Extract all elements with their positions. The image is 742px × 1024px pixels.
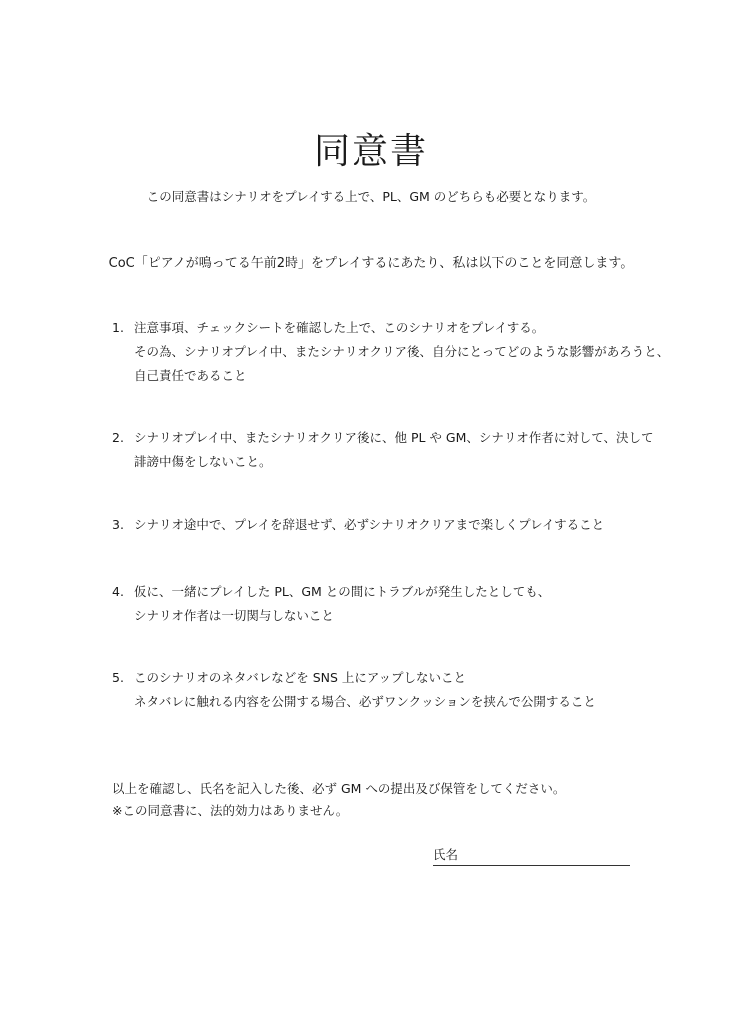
agreement-item-2 bbox=[112, 426, 672, 474]
item-number: 5. bbox=[112, 670, 124, 685]
item-line: 仮に、一緒にプレイした PL、GM との間にトラブルが発生したとしても、 bbox=[134, 584, 551, 599]
agreement-item-3 bbox=[112, 513, 672, 537]
item-line: 自己責任であること bbox=[134, 368, 247, 383]
item-number: 4. bbox=[112, 584, 124, 599]
document-title: 同意書 bbox=[313, 131, 428, 172]
legal-disclaimer: ※この同意書に、法的効力はありません。 bbox=[112, 803, 349, 818]
item-line: シナリオ作者は一切関与しないこと bbox=[134, 608, 334, 623]
agreement-item-1 bbox=[112, 316, 672, 388]
agreement-item-4 bbox=[112, 580, 672, 628]
item-line: ネタバレに触れる内容を公開する場合、必ずワンクッションを挟んで公開すること bbox=[134, 694, 596, 709]
signature-field[interactable] bbox=[433, 846, 630, 866]
item-number: 3. bbox=[112, 517, 124, 532]
item-line: シナリオ途中で、プレイを辞退せず、必ずシナリオクリアまで楽しくプレイすること bbox=[134, 517, 605, 532]
item-line: このシナリオのネタバレなどを SNS 上にアップしないこと bbox=[134, 670, 467, 685]
footer-notes bbox=[112, 778, 565, 822]
document-subtitle: この同意書はシナリオをプレイする上で、PL、GM のどちらも必要となります。 bbox=[146, 189, 596, 204]
agreement-intro: CoC「ピアノが鳴ってる午前2時」をプレイするにあたり、私は以下のことを同意します。 bbox=[108, 256, 634, 271]
item-line: シナリオプレイ中、またシナリオクリア後に、他 PL や GM、シナリオ作者に対して、決して bbox=[134, 430, 654, 445]
item-line: その為、シナリオプレイ中、またシナリオクリア後、自分にとってどのような影響があろうと、 bbox=[134, 344, 670, 359]
item-line: 誹謗中傷をしないこと。 bbox=[134, 454, 272, 469]
item-number: 2. bbox=[112, 430, 124, 445]
signature-label: 氏名 bbox=[433, 847, 459, 862]
item-number: 1. bbox=[112, 320, 124, 335]
item-line: 注意事項、チェックシートを確認した上で、このシナリオをプレイする。 bbox=[134, 320, 545, 335]
agreement-item-5 bbox=[112, 666, 672, 714]
submission-instruction: 以上を確認し、氏名を記入した後、必ず GM への提出及び保管をしてください。 bbox=[112, 781, 566, 796]
